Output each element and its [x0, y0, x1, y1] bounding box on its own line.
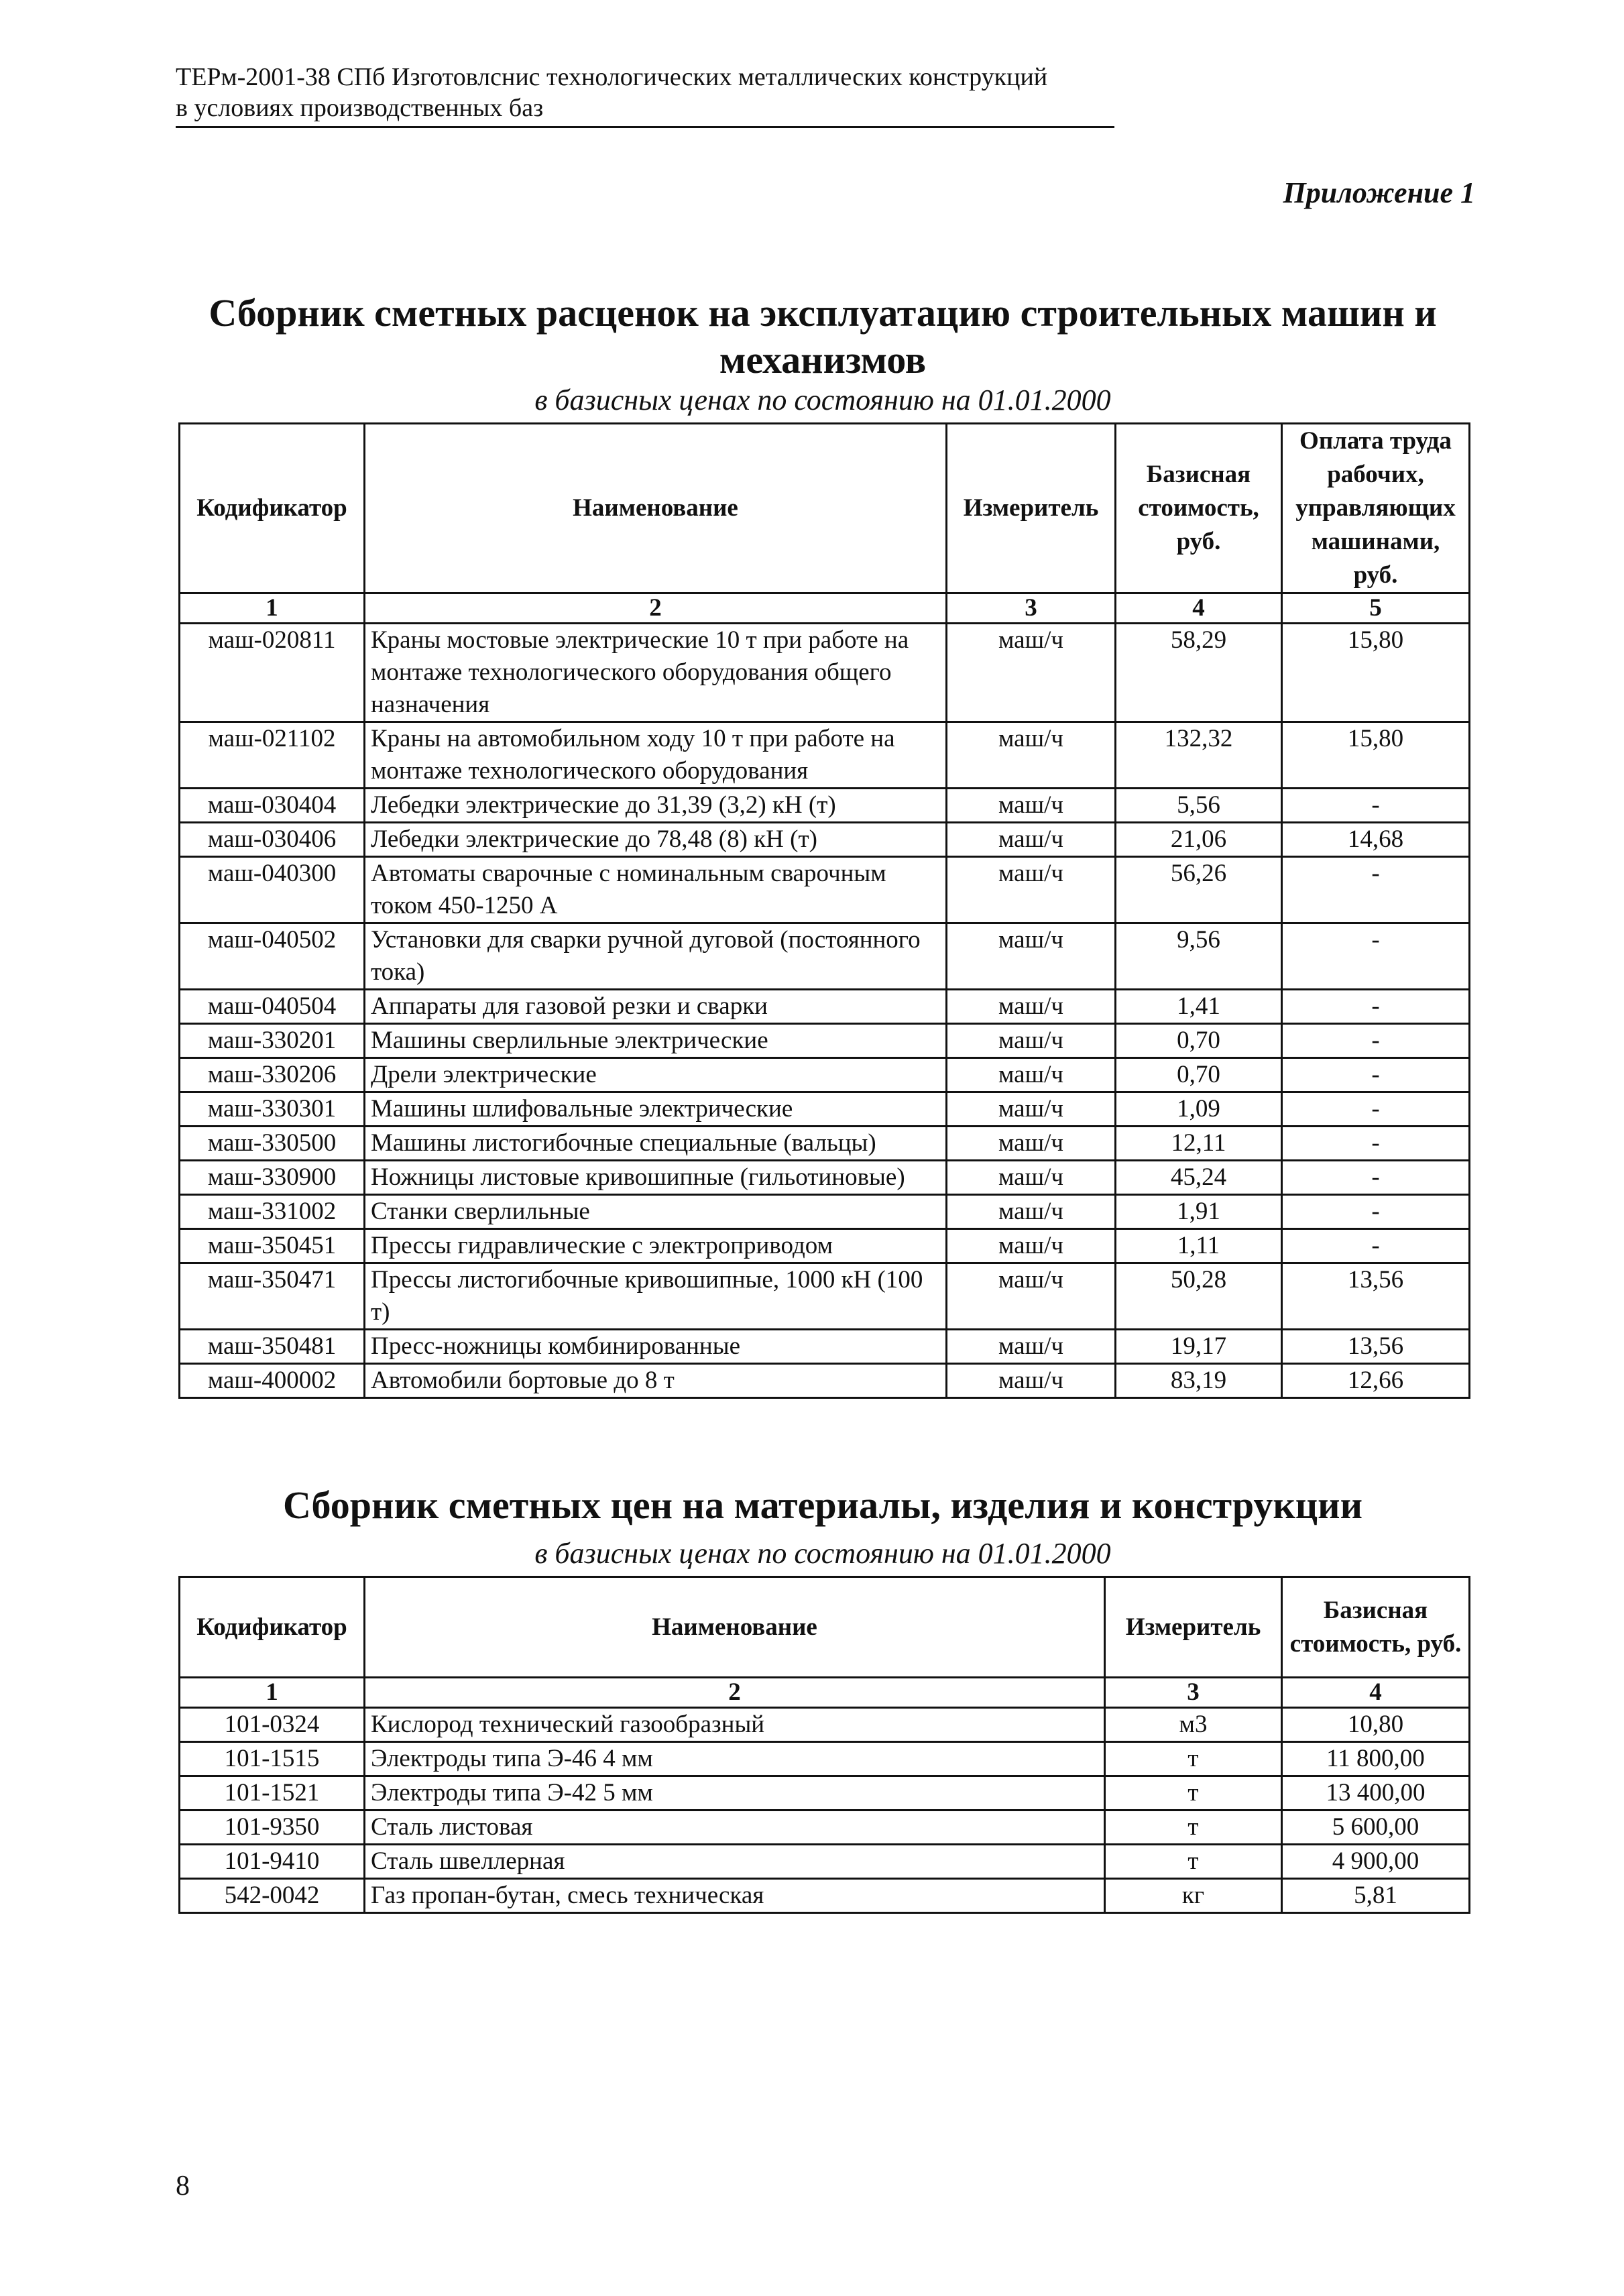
machines-cell-name: Автомобили бортовые до 8 т: [365, 1364, 947, 1398]
materials-col-unit: Измеритель: [1105, 1577, 1282, 1678]
materials-title: Сборник сметных цен на материалы, изделия и конструкции: [282, 1483, 1363, 1527]
machines-cell-name: Ножницы листовые кривошипные (гильотиновые): [365, 1161, 947, 1195]
machines-cell-wage: 12,66: [1282, 1364, 1470, 1398]
materials-cell-name: Сталь листовая: [365, 1811, 1105, 1845]
machines-cell-name: Дрели электрические: [365, 1058, 947, 1092]
machines-cell-wage: 15,80: [1282, 624, 1470, 722]
materials-cell-name: Кислород технический газообразный: [365, 1708, 1105, 1742]
machines-col-unit: Измеритель: [947, 424, 1116, 593]
machines-cell-cost: 19,17: [1116, 1330, 1282, 1364]
machines-cell-cost: 45,24: [1116, 1161, 1282, 1195]
machines-cell-unit: маш/ч: [947, 1364, 1116, 1398]
running-header-line-1: ТЕРм-2001-38 СПб Изготовлснис технологических металлических конструкций: [176, 63, 1048, 91]
materials-cell-unit: т: [1105, 1845, 1282, 1879]
machines-cell-wage: -: [1282, 1127, 1470, 1161]
machines-cell-wage: -: [1282, 990, 1470, 1024]
machines-cell-cost: 0,70: [1116, 1024, 1282, 1058]
materials-cell-cost: 10,80: [1282, 1708, 1470, 1742]
machines-cell-code: маш-330201: [180, 1024, 365, 1058]
machines-cell-code: маш-030404: [180, 789, 365, 823]
machines-col-number: 4: [1116, 593, 1282, 624]
materials-header-row: [180, 1577, 1470, 1678]
machines-row: [180, 1092, 1470, 1127]
machines-cell-code: маш-021102: [180, 722, 365, 789]
materials-cell-name: Электроды типа Э-46 4 мм: [365, 1742, 1105, 1776]
machines-cell-code: маш-040504: [180, 990, 365, 1024]
machines-cell-cost: 132,32: [1116, 722, 1282, 789]
machines-cell-name: Лебедки электрические до 31,39 (3,2) кН (т): [365, 789, 947, 823]
appendix-label: Приложение 1: [1283, 176, 1475, 209]
machines-title-line-2: механизмов: [719, 338, 927, 382]
materials-cell-code: 101-9410: [180, 1845, 365, 1879]
machines-cell-unit: маш/ч: [947, 1092, 1116, 1127]
machines-cell-wage: -: [1282, 857, 1470, 923]
materials-cell-code: 101-1515: [180, 1742, 365, 1776]
machines-cell-wage: -: [1282, 1024, 1470, 1058]
machines-col-number: 2: [365, 593, 947, 624]
machines-col-number: 3: [947, 593, 1116, 624]
materials-cell-code: 542-0042: [180, 1879, 365, 1913]
machines-cell-cost: 12,11: [1116, 1127, 1282, 1161]
machines-row: [180, 1229, 1470, 1263]
materials-cell-name: Газ пропан-бутан, смесь техническая: [365, 1879, 1105, 1913]
materials-cell-cost: 5 600,00: [1282, 1811, 1470, 1845]
machines-title: [176, 290, 1470, 384]
materials-col-number: 3: [1105, 1678, 1282, 1708]
machines-cell-unit: маш/ч: [947, 857, 1116, 923]
machines-cell-code: маш-350481: [180, 1330, 365, 1364]
machines-cell-unit: маш/ч: [947, 1127, 1116, 1161]
machines-cell-cost: 1,41: [1116, 990, 1282, 1024]
materials-row: [180, 1845, 1470, 1879]
machines-cell-wage: -: [1282, 923, 1470, 990]
machines-cell-code: маш-330206: [180, 1058, 365, 1092]
machines-cell-code: маш-040502: [180, 923, 365, 990]
machines-cell-name: Пресс-ножницы комбинированные: [365, 1330, 947, 1364]
machines-subtitle: в базисных ценах по состоянию на 01.01.2000: [534, 384, 1111, 416]
machines-row: [180, 789, 1470, 823]
machines-cell-wage: 15,80: [1282, 722, 1470, 789]
materials-cell-cost: 5,81: [1282, 1879, 1470, 1913]
machines-col-code: Кодификатор: [180, 424, 365, 593]
machines-cell-code: маш-400002: [180, 1364, 365, 1398]
machines-cell-wage: -: [1282, 1161, 1470, 1195]
machines-cell-name: Станки сверлильные: [365, 1195, 947, 1229]
machines-col-number: 1: [180, 593, 365, 624]
machines-cell-name: Установки для сварки ручной дуговой (постоянного тока): [365, 923, 947, 990]
machines-cell-name: Машины сверлильные электрические: [365, 1024, 947, 1058]
materials-cell-name: Сталь швеллерная: [365, 1845, 1105, 1879]
running-header: [176, 62, 1114, 128]
machines-table: [178, 422, 1470, 1399]
machines-col-number-row: [180, 593, 1470, 624]
machines-col-wage: Оплата труда рабочих, управляющих машинами, руб.: [1282, 424, 1470, 593]
materials-cell-unit: т: [1105, 1811, 1282, 1845]
machines-cell-wage: -: [1282, 1092, 1470, 1127]
materials-col-name: Наименование: [365, 1577, 1105, 1678]
materials-row: [180, 1776, 1470, 1811]
machines-cell-unit: маш/ч: [947, 1195, 1116, 1229]
machines-cell-wage: -: [1282, 1195, 1470, 1229]
machines-cell-unit: маш/ч: [947, 1330, 1116, 1364]
materials-col-number: 4: [1282, 1678, 1470, 1708]
materials-cell-cost: 11 800,00: [1282, 1742, 1470, 1776]
machines-cell-wage: -: [1282, 789, 1470, 823]
machines-cell-name: Машины листогибочные специальные (вальцы): [365, 1127, 947, 1161]
materials-row: [180, 1879, 1470, 1913]
machines-row: [180, 1024, 1470, 1058]
machines-cell-code: маш-040300: [180, 857, 365, 923]
machines-cell-unit: маш/ч: [947, 823, 1116, 857]
machines-cell-code: маш-330301: [180, 1092, 365, 1127]
materials-row: [180, 1811, 1470, 1845]
machines-cell-code: маш-330900: [180, 1161, 365, 1195]
machines-cell-unit: маш/ч: [947, 624, 1116, 722]
machines-col-cost: Базисная стоимость, руб.: [1116, 424, 1282, 593]
machines-cell-cost: 58,29: [1116, 624, 1282, 722]
machines-cell-code: маш-020811: [180, 624, 365, 722]
materials-col-number: 2: [365, 1678, 1105, 1708]
machines-cell-name: Аппараты для газовой резки и сварки: [365, 990, 947, 1024]
machines-cell-unit: маш/ч: [947, 923, 1116, 990]
machines-row: [180, 624, 1470, 722]
machines-row: [180, 1364, 1470, 1398]
materials-cell-unit: т: [1105, 1776, 1282, 1811]
machines-cell-unit: маш/ч: [947, 789, 1116, 823]
materials-row: [180, 1708, 1470, 1742]
machines-cell-wage: 13,56: [1282, 1330, 1470, 1364]
materials-col-number: 1: [180, 1678, 365, 1708]
machines-row: [180, 1161, 1470, 1195]
running-header-line-2: в условиях производственных баз: [176, 94, 544, 122]
machines-cell-name: Краны мостовые электрические 10 т при работе на монтаже технологического оборудования общего назначения: [365, 624, 947, 722]
machines-cell-unit: маш/ч: [947, 1058, 1116, 1092]
materials-col-number-row: [180, 1678, 1470, 1708]
machines-cell-unit: маш/ч: [947, 1229, 1116, 1263]
machines-cell-wage: 14,68: [1282, 823, 1470, 857]
machines-cell-code: маш-030406: [180, 823, 365, 857]
machines-cell-cost: 56,26: [1116, 857, 1282, 923]
machines-cell-name: Машины шлифовальные электрические: [365, 1092, 947, 1127]
machines-col-number: 5: [1282, 593, 1470, 624]
machines-cell-name: Лебедки электрические до 78,48 (8) кН (т): [365, 823, 947, 857]
machines-cell-code: маш-330500: [180, 1127, 365, 1161]
machines-row: [180, 722, 1470, 789]
machines-row: [180, 1263, 1470, 1330]
materials-col-code: Кодификатор: [180, 1577, 365, 1678]
machines-cell-name: Краны на автомобильном ходу 10 т при работе на монтаже технологического оборудования: [365, 722, 947, 789]
machines-cell-name: Прессы листогибочные кривошипные, 1000 кН (100 т): [365, 1263, 947, 1330]
machines-row: [180, 990, 1470, 1024]
materials-cell-unit: т: [1105, 1742, 1282, 1776]
machines-title-line-1: Сборник сметных расценок на эксплуатацию строительных машин и: [209, 291, 1437, 335]
materials-cell-name: Электроды типа Э-42 5 мм: [365, 1776, 1105, 1811]
machines-row: [180, 1127, 1470, 1161]
machines-cell-unit: маш/ч: [947, 1161, 1116, 1195]
machines-cell-code: маш-350451: [180, 1229, 365, 1263]
materials-cell-unit: кг: [1105, 1879, 1282, 1913]
machines-cell-cost: 5,56: [1116, 789, 1282, 823]
machines-cell-cost: 1,91: [1116, 1195, 1282, 1229]
machines-cell-wage: -: [1282, 1229, 1470, 1263]
machines-cell-cost: 21,06: [1116, 823, 1282, 857]
machines-cell-cost: 9,56: [1116, 923, 1282, 990]
machines-cell-wage: 13,56: [1282, 1263, 1470, 1330]
machines-cell-wage: -: [1282, 1058, 1470, 1092]
machines-row: [180, 823, 1470, 857]
page-number: 8: [176, 2171, 190, 2201]
machines-header-row: [180, 424, 1470, 593]
machines-cell-cost: 0,70: [1116, 1058, 1282, 1092]
machines-cell-name: Прессы гидравлические с электроприводом: [365, 1229, 947, 1263]
machines-cell-unit: маш/ч: [947, 990, 1116, 1024]
machines-row: [180, 857, 1470, 923]
machines-cell-unit: маш/ч: [947, 1024, 1116, 1058]
machines-cell-unit: маш/ч: [947, 1263, 1116, 1330]
materials-cell-unit: м3: [1105, 1708, 1282, 1742]
materials-col-cost: Базисная стоимость, руб.: [1282, 1577, 1470, 1678]
machines-cell-unit: маш/ч: [947, 722, 1116, 789]
machines-col-name: Наименование: [365, 424, 947, 593]
materials-table: [178, 1576, 1470, 1914]
materials-subtitle: в базисных ценах по состоянию на 01.01.2000: [534, 1537, 1111, 1570]
materials-row: [180, 1742, 1470, 1776]
machines-cell-cost: 1,09: [1116, 1092, 1282, 1127]
machines-cell-cost: 1,11: [1116, 1229, 1282, 1263]
machines-cell-cost: 50,28: [1116, 1263, 1282, 1330]
machines-row: [180, 1330, 1470, 1364]
materials-cell-code: 101-1521: [180, 1776, 365, 1811]
machines-cell-cost: 83,19: [1116, 1364, 1282, 1398]
machines-row: [180, 1058, 1470, 1092]
machines-cell-code: маш-350471: [180, 1263, 365, 1330]
materials-cell-code: 101-9350: [180, 1811, 365, 1845]
materials-cell-cost: 4 900,00: [1282, 1845, 1470, 1879]
machines-cell-name: Автоматы сварочные с номинальным сварочным током 450-1250 А: [365, 857, 947, 923]
materials-cell-code: 101-0324: [180, 1708, 365, 1742]
materials-cell-cost: 13 400,00: [1282, 1776, 1470, 1811]
machines-row: [180, 923, 1470, 990]
machines-cell-code: маш-331002: [180, 1195, 365, 1229]
machines-row: [180, 1195, 1470, 1229]
